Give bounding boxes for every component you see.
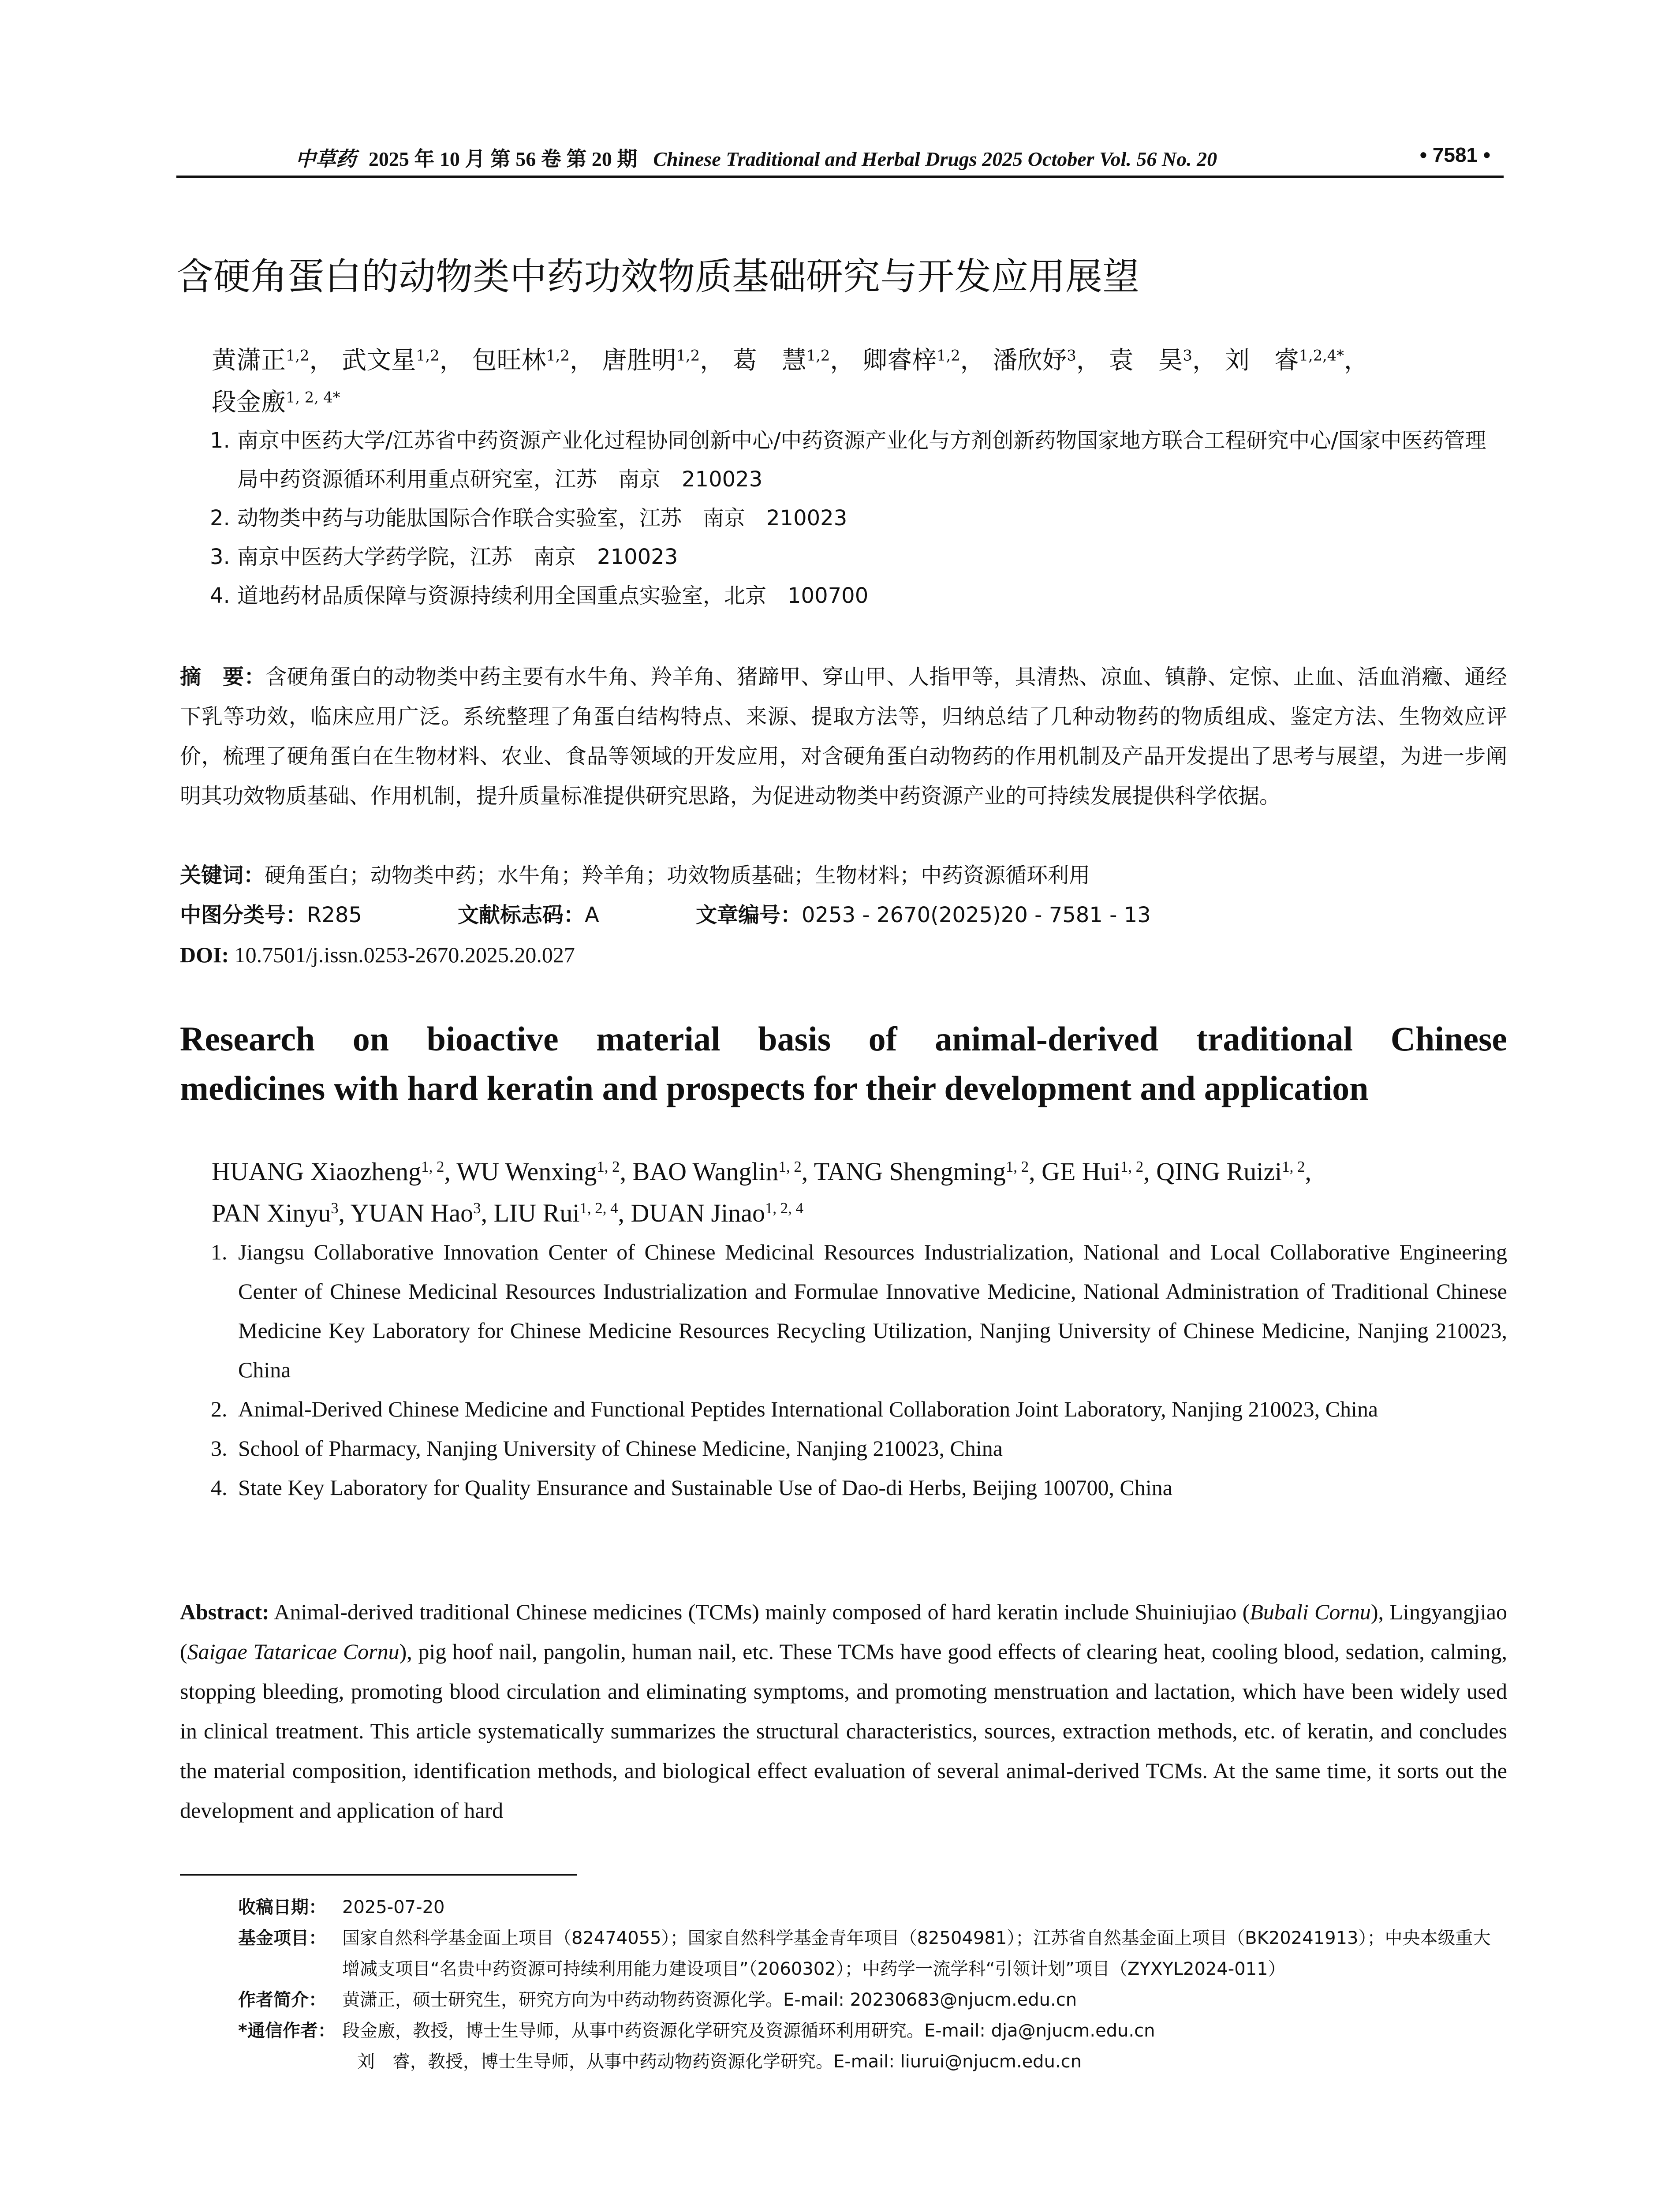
abstract-en-label: Abstract: [180, 1600, 269, 1624]
footnote [238, 1892, 1508, 2077]
title-en [180, 1014, 1507, 1113]
affiliation-cn: 2. 动物类中药与功能肽国际合作联合实验室，江苏 南京 210023 [210, 506, 847, 531]
author-cn: 葛 慧$^{1,2}$ [732, 346, 830, 375]
header-rule [176, 176, 1504, 178]
author-cn: 武文星$^{1,2}$ [342, 346, 440, 375]
author-cn: 黄潇正$^{1,2}$ [212, 346, 310, 375]
author-en: TANG Shengming$^{1, 2}$ [814, 1157, 1029, 1186]
fund-projects: 基金项目： 国家自然科学基金面上项目（82474055）；国家自然科学基金青年项目（82504981）；江苏省自然基金面上项目（BK20241913）；中央本级重大增减支项目“名贵中药资源可持续利用能力建设项目”（2060302）；中药学一流学科“引领计划”项目（ZYXYL2024-011） [238, 1928, 1491, 1979]
keywords-cn-label: 关键词： [180, 863, 265, 888]
abstract-cn [180, 657, 1507, 816]
title-en-line2: medicines with hard keratin and prospects for their development and application [180, 1069, 1369, 1107]
abstract-cn-label: 摘 要： [180, 665, 266, 689]
author-en: WU Wenxing$^{1, 2}$ [456, 1157, 620, 1186]
corresponding-author: *通信作者： 段金廒，教授，博士生导师，从事中药资源化学研究及资源循环利用研究。E-mail: dja@njucm.edu.cn [238, 2021, 1155, 2041]
abstract-cn-text: 含硬角蛋白的动物类中药主要有水牛角、羚羊角、猪蹄甲、穿山甲、人指甲等，具清热、凉血、镇静、定惊、止血、活血消癥、通经下乳等功效，临床应用广泛。系统整理了角蛋白结构特点、来源、提取方法等，归纳总结了几种动物药的物质组成、鉴定方法、生物效应评价，梳理了硬角蛋白在生物材料、农业、食品等领域的开发应用，对含硬角蛋白动物药的作用机制及产品开发提出了思考与展望，为进一步阐明其功效物质基础、作用机制，提升质量标准提供研究思路，为促进动物类中药资源产业的可持续发展提供科学依据。 [180, 665, 1507, 808]
affiliation-cn: 4. 道地药材品质保障与资源持续利用全国重点实验室，北京 100700 [210, 583, 869, 608]
received-date: 收稿日期： 2025-07-20 [238, 1897, 445, 1917]
affiliations-en [211, 1233, 1507, 1507]
doi [180, 935, 1507, 975]
author-cn: 刘 睿$^{1,2,4*}$ [1225, 346, 1344, 375]
author-cn: 段金廒$^{1, 2, 4*}$ [212, 388, 340, 417]
author-cn: 袁 昊$^3$ [1109, 346, 1192, 375]
affiliation-en: 2. Animal-Derived Chinese Medicine and Functional Peptides International Collaboration Joint Laboratory, Nanjing 210023, China [211, 1397, 1378, 1421]
affiliation-en: 1. Jiangsu Collaborative Innovation Center of Chinese Medicinal Resources Industrialization, National and Local Collaborative Engineering Center of Chinese Medicinal Resources Industrialization and Formulae Innovative Medicine, National Administration of Traditional Chinese Medicine Key Laboratory for Chinese Medicine Resources Recycling Utilization, Nanjing University of Chinese Medicine, Nanjing 210023, China [211, 1240, 1507, 1382]
abstract-en: Abstract: Animal-derived traditional Chinese medicines (TCMs) mainly composed of hard keratin include Shuiniujiao (Bubali Cornu), Lingyangjiao (Saigae Tataricae Cornu), pig hoof nail, pangolin, human nail, etc. These TCMs have good effects of clearing heat, cooling blood, sedation, calming, stopping bleeding, promoting blood circulation and eliminating symptoms, and promoting menstruation and lactation, which have been widely used in clinical treatment. This article systematically summarizes the structural characteristics, sources, extraction methods, etc. of keratin, and concludes the material composition, identification methods, and biological effect evaluation of several animal-derived TCMs. At the same time, it sorts out the development and application of hard [180, 1600, 1507, 1823]
title-cn: 含硬角蛋白的动物类中药功效物质基础研究与开发应用展望 [176, 255, 1140, 298]
affiliation-cn: 1. 南京中医药大学/江苏省中药资源产业化过程协同创新中心/中药资源产业化与方剂创新药物国家地方联合工程研究中心/国家中医药管理局中药资源循环利用重点研究室，江苏 南京 210023 [210, 428, 1486, 492]
affiliations-cn [210, 421, 1506, 615]
doi-label: DOI: [180, 942, 229, 967]
author-cn: 卿睿梓$^{1,2}$ [862, 346, 960, 375]
journal-name-cn: 中草药 [295, 147, 356, 171]
author-cn: 潘欣妤$^3$ [993, 346, 1076, 375]
footnote-rule [180, 1874, 577, 1876]
author-en: QING Ruizi$^{1, 2}$ [1156, 1157, 1305, 1186]
author-en: PAN Xinyu$^3$ [212, 1199, 339, 1227]
classification-row [180, 895, 1507, 935]
issue-info-cn: 2025 年 10 月 第 56 卷 第 20 期 [368, 148, 638, 170]
running-header [176, 140, 1504, 176]
author-en: HUANG Xiaozheng$^{1, 2}$ [212, 1157, 444, 1186]
clc-number: 中图分类号：R285 [180, 903, 362, 927]
author-cn: 唐胜明$^{1,2}$ [602, 346, 700, 375]
journal-name-en: Chinese Traditional and Herbal Drugs 2025 October Vol. 56 No. 20 [653, 148, 1217, 170]
author-en: BAO Wanglin$^{1, 2}$ [632, 1157, 802, 1186]
authors-en: HUANG Xiaozheng$^{1, 2}$, WU Wenxing$^{1, 2}$, BAO Wanglin$^{1, 2}$, TANG Shengming$^{1, 2}$, GE Hui$^{1, 2}$, QING Ruizi$^{1, 2}$, PAN Xinyu$^3$, YUAN Hao$^3$, LIU Rui$^{1, 2, 4}$, DUAN Jinao$^{1, 2, 4}$ [212, 1157, 1311, 1227]
author-cn: 包旺林$^{1,2}$ [472, 346, 570, 375]
doi-link[interactable]: 10.7501/j.issn.0253-2670.2025.20.027 [229, 942, 575, 967]
keywords-cn-text: 硬角蛋白；动物类中药；水牛角；羚羊角；功效物质基础；生物材料；中药资源循环利用 [265, 863, 1090, 888]
document-code: 文献标志码：A [458, 903, 599, 927]
affiliation-cn: 3. 南京中医药大学药学院，江苏 南京 210023 [210, 545, 678, 569]
author-en: LIU Rui$^{1, 2, 4}$ [493, 1199, 618, 1227]
author-en: YUAN Hao$^3$ [350, 1199, 481, 1227]
keywords-cn [180, 856, 1507, 895]
author-en: DUAN Jinao$^{1, 2, 4}$ [631, 1199, 803, 1227]
affiliation-en: 4. State Key Laboratory for Quality Ensurance and Sustainable Use of Dao-di Herbs, Beijing 100700, China [211, 1475, 1172, 1500]
title-en-line1: Research on bioactive material basis of animal-derived traditional Chinese [180, 1020, 1507, 1058]
author-en: GE Hui$^{1, 2}$ [1042, 1157, 1144, 1186]
affiliation-en: 3. School of Pharmacy, Nanjing University of Chinese Medicine, Nanjing 210023, China [211, 1436, 1003, 1461]
running-header-center [176, 143, 1336, 172]
corresponding-author-2: 刘 睿，教授，博士生导师，从事中药动物药资源化学研究。E-mail: liurui@njucm.edu.cn [357, 2052, 1082, 2072]
author-profile: 作者简介： 黄潇正，硕士研究生，研究方向为中药动物药资源化学。E-mail: 20230683@njucm.edu.cn [238, 1990, 1077, 2010]
article-number: 文章编号：0253 - 2670(2025)20 - 7581 - 13 [696, 903, 1151, 927]
authors-cn: 黄潇正$^{1,2}$， 武文星$^{1,2}$， 包旺林$^{1,2}$， 唐胜明$^{1,2}$， 葛 慧$^{1,2}$， 卿睿梓$^{1,2}$， 潘欣妤$^3$， 袁 昊$^3$， 刘 睿$^{1,2,4*}$， 段金廒$^{1, 2, 4*}$ [212, 346, 1369, 417]
page-number: • 7581 • [1419, 143, 1490, 166]
